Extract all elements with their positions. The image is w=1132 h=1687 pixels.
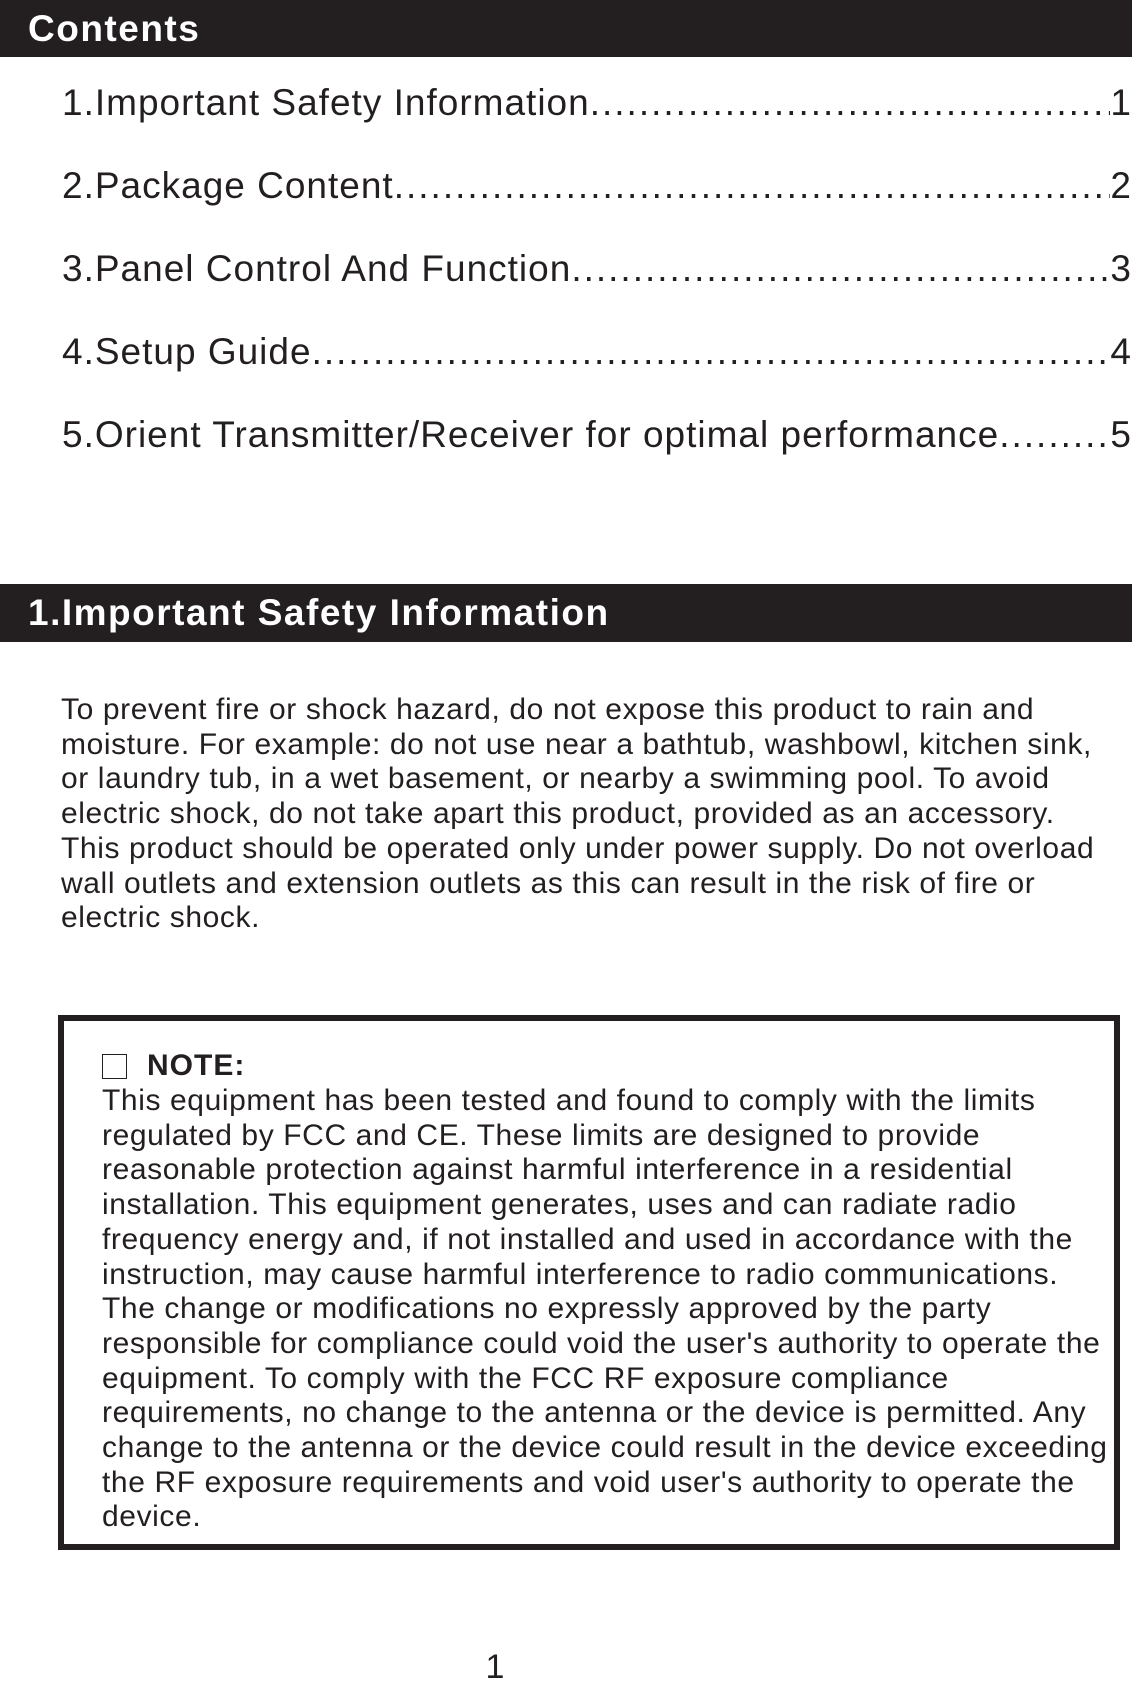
toc-item-title: 4.Setup Guide: [62, 331, 312, 372]
toc-item-page: 4: [1110, 331, 1132, 372]
toc-dot-leader: [571, 248, 1110, 290]
toc-item-page: 3: [1110, 248, 1132, 289]
safety-heading-bar: [0, 584, 1132, 642]
toc-item-title: 3.Panel Control And Function: [62, 248, 572, 289]
note-label: NOTE:: [147, 1049, 246, 1082]
note-header: [102, 1049, 245, 1083]
page-number: 1: [485, 1648, 505, 1686]
toc-item-page: 5: [1110, 414, 1132, 455]
toc-item[interactable]: [62, 414, 1132, 497]
toc-item-title: 2.Package Content: [62, 165, 394, 206]
toc-item[interactable]: [62, 248, 1132, 331]
contents-heading: Contents: [28, 8, 201, 49]
toc-dot-leader: [312, 331, 1111, 373]
toc-dot-leader: [394, 165, 1111, 207]
toc-item-title: 5.Orient Transmitter/Receiver for optimal performance: [62, 414, 1000, 455]
toc-item[interactable]: [62, 82, 1132, 165]
toc-dot-leader: [590, 82, 1111, 124]
toc-dot-leader: [999, 414, 1110, 456]
safety-paragraph: To prevent fire or shock hazard, do not expose this product to rain and moisture. For example: do not use near a bathtub, washbowl, kitchen sink, or laundry tub, in a wet basement, or nearby a swimming pool. To avoid electric shock, do not take apart this product, provided as an accessory. This product should be operated only under power supply. Do not overload wall outlets and extension outlets as this can result in the risk of fire or electric shock.: [61, 693, 1095, 935]
checkbox-icon: [102, 1054, 127, 1079]
safety-heading: 1.Important Safety Information: [28, 592, 610, 633]
toc-item-page: 2: [1110, 165, 1132, 206]
note-box: [58, 1015, 1120, 1550]
toc-item[interactable]: [62, 331, 1132, 414]
contents-heading-bar: [0, 0, 1132, 57]
toc-item-title: 1.Important Safety Information: [62, 82, 590, 123]
toc-item[interactable]: [62, 165, 1132, 248]
table-of-contents: [62, 82, 1132, 497]
toc-item-page: 1: [1110, 82, 1132, 123]
note-body: This equipment has been tested and found to comply with the limits regulated by FCC and CE. These limits are designed to provide reasonable protection against harmful interference in a residential installation. This equipment generates, uses and can radiate radio frequency energy and, if not installed and used in accordance with the instruction, may cause harmful interference to radio communications. The change or modifications no expressly approved by the party responsible for compliance could void the user's authority to operate the equipment. To comply with the FCC RF exposure compliance requirements, no change to the antenna or the device is permitted. Any change to the antenna or the device could result in the device exceeding the RF exposure requirements and void user's authority to operate the device.: [102, 1084, 1108, 1534]
